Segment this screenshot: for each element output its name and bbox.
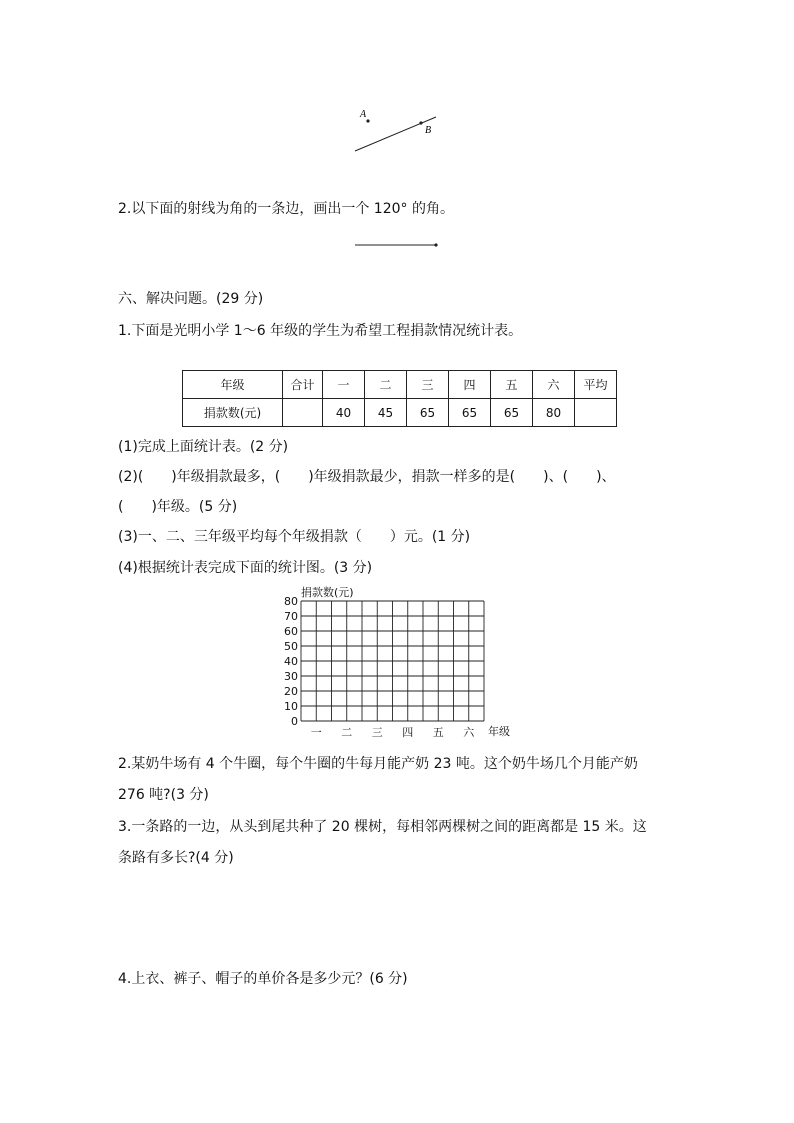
- table-cell: 45: [365, 399, 407, 427]
- y-tick-label: 0: [291, 715, 298, 728]
- y-tick-label: 80: [284, 595, 298, 608]
- problem-3-line-2: 条路有多长?(4 分): [118, 850, 234, 866]
- table-cell: 65: [491, 399, 533, 427]
- table-header-cell: 五: [491, 371, 533, 399]
- y-tick-label: 60: [284, 625, 298, 638]
- chart-x-axis-label: 年级: [488, 725, 510, 738]
- table-header-cell: 年级: [183, 371, 283, 399]
- x-tick-label: 二: [341, 726, 353, 739]
- x-tick-label: 四: [402, 726, 414, 739]
- problem-2-line-1: 2.某奶牛场有 4 个牛圈，每个牛圈的牛每月能产奶 23 吨。这个奶牛场几个月能产奶: [118, 756, 638, 772]
- y-tick-label: 30: [284, 670, 298, 683]
- x-tick-label: 五: [432, 726, 444, 739]
- chart-y-axis-label: 捐款数(元): [301, 586, 354, 599]
- problem-2-line-2: 276 吨?(3 分): [118, 787, 209, 803]
- table-header-cell: 四: [449, 371, 491, 399]
- table-cell: 80: [533, 399, 575, 427]
- y-tick-label: 70: [284, 610, 298, 623]
- y-tick-label: 40: [284, 655, 298, 668]
- problem-3-line-1: 3.一条路的一边，从头到尾共种了 20 棵树，每相邻两棵树之间的距离都是 15 米。这: [118, 819, 647, 835]
- table-header-cell: 六: [533, 371, 575, 399]
- table-header-cell: 平均: [575, 371, 617, 399]
- question-2-angle: 2.以下面的射线为角的一条边，画出一个 120° 的角。: [118, 201, 454, 217]
- point-b: [419, 121, 422, 124]
- x-tick-label: 三: [371, 726, 383, 739]
- problem-1-sub-4: (4)根据统计表完成下面的统计图。(3 分): [118, 560, 373, 576]
- table-header-cell: 二: [365, 371, 407, 399]
- ray-figure: [352, 240, 444, 250]
- table-header-cell: 三: [407, 371, 449, 399]
- point-line-figure: [340, 100, 450, 160]
- problem-4: 4.上衣、裤子、帽子的单价各是多少元？(6 分): [118, 971, 408, 987]
- y-tick-label: 10: [284, 700, 298, 713]
- blank-bar-chart-grid: [280, 583, 520, 743]
- y-tick-label: 20: [284, 685, 298, 698]
- table-cell: 65: [407, 399, 449, 427]
- table-cell: 65: [449, 399, 491, 427]
- table-data-row: [183, 399, 617, 427]
- label-b: B: [425, 125, 432, 136]
- table-row-label: 捐款数(元): [183, 399, 283, 427]
- problem-1-sub-2-line-1: (2)( )年级捐款最多，( )年级捐款最少，捐款一样多的是( )、( )、: [118, 469, 616, 485]
- table-cell-average: [575, 399, 617, 427]
- y-tick-label: 50: [284, 640, 298, 653]
- x-tick-label: 六: [463, 726, 475, 739]
- x-tick-label: 一: [310, 726, 322, 739]
- problem-1-sub-1: (1)完成上面统计表。(2 分): [118, 439, 289, 455]
- label-a: A: [360, 109, 367, 120]
- point-a: [366, 119, 369, 122]
- problem-1-intro: 1.下面是光明小学 1～6 年级的学生为希望工程捐款情况统计表。: [118, 323, 523, 339]
- section-title: 六、解决问题。(29 分): [118, 291, 264, 307]
- table-header-row: [183, 371, 617, 399]
- problem-1-sub-3: (3)一、二、三年级平均每个年级捐款（ ）元。(1 分): [118, 529, 471, 545]
- table-cell-total: [283, 399, 323, 427]
- ray-endpoint: [434, 243, 437, 246]
- table-cell: 40: [323, 399, 365, 427]
- table-header-cell: 一: [323, 371, 365, 399]
- problem-1-sub-2-line-2: ( )年级。(5 分): [118, 499, 238, 515]
- table-header-cell: 合计: [283, 371, 323, 399]
- donation-table: [182, 370, 617, 427]
